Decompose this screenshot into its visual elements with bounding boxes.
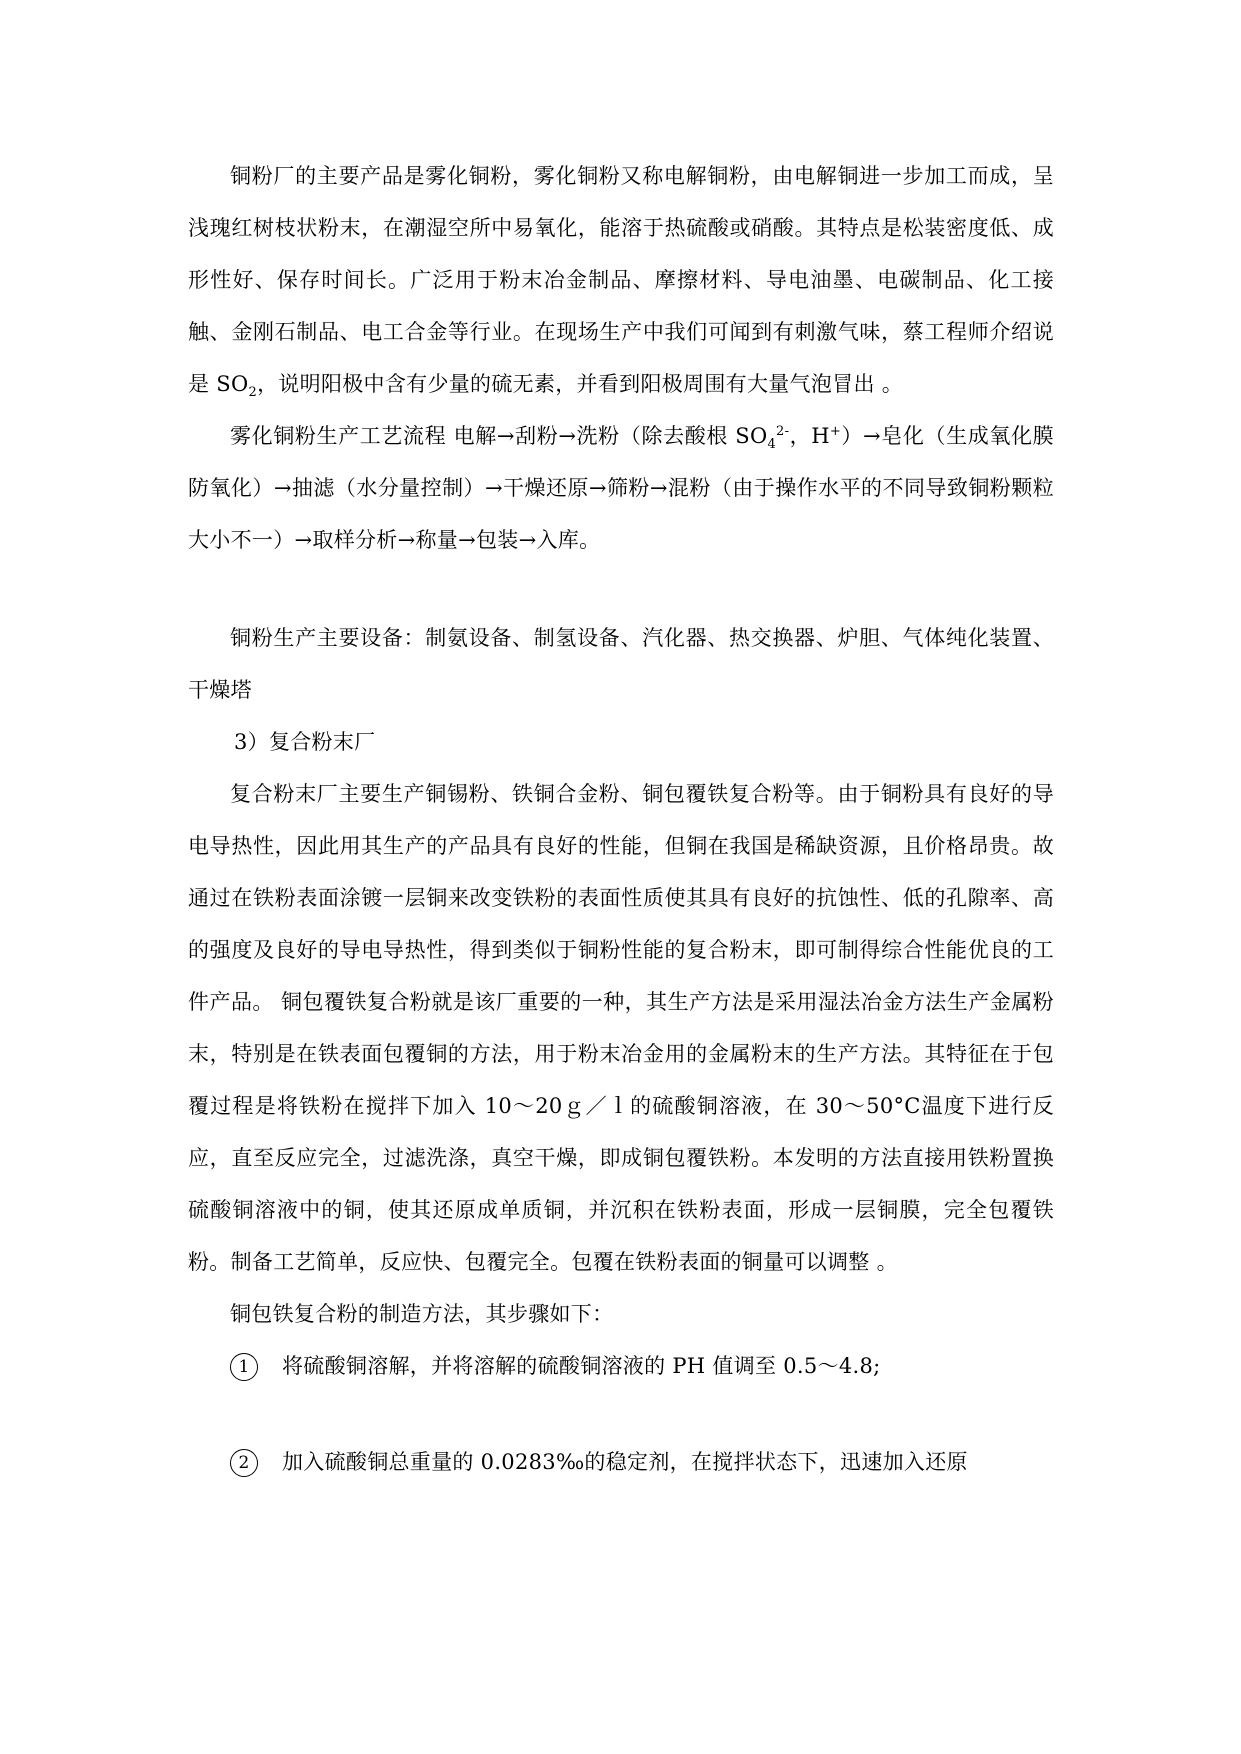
step-item-2 — [188, 1436, 1054, 1488]
document-body — [188, 150, 1054, 1488]
circled-number: 1 — [230, 1353, 258, 1381]
section-heading: 3）复合粉末厂 — [234, 730, 376, 754]
paragraph-composite-powder-plant: 复合粉末厂主要生产铜锡粉、铁铜合金粉、铜包覆铁复合粉等。由于铜粉具有良好的导电导热性，因此用其生产的产品具有良好的性能，但铜在我国是稀缺资源，且价格昂贵。故通过在铁粉表面涂镀一层铜来改变铁粉的表面性质使其具有良好的抗蚀性、低的孔隙率、高的强度及良好的导电导热性，得到类似于铜粉性能的复合粉末，即可制得综合性能优良的工件产品。 铜包覆铁复合粉就是该厂重要的一种，其生产方法是采用湿法冶金方法生产金属粉末，特别是在铁表面包覆铜的方法，用于粉末冶金用的金属粉末的生产方法。其特征在于包覆过程是将铁粉在搅拌下加入 10～20ｇ／ｌ的硫酸铜溶液，在 30～50°C温度下进行反应，直至反应完全，过滤洗涤，真空干燥，即成铜包覆铁粉。本发明的方法直接用铁粉置换硫酸铜溶液中的铜，使其还原成单质铜，并沉积在铁粉表面，形成一层铜膜，完全包覆铁粉。制备工艺简单，反应快、包覆完全。包覆在铁粉表面的铜量可以调整 。 — [188, 782, 1054, 1274]
paragraph-steps-intro: 铜包铁复合粉的制造方法，其步骤如下： — [230, 1302, 614, 1326]
step-item-1 — [188, 1340, 1054, 1392]
paragraph-process-flow: 雾化铜粉生产工艺流程 电解→刮粉→洗粉（除去酸根 $SO_4^{2-}$，H+）→皂化（生成氧化膜防氧化）→抽滤（水分量控制）→干燥还原→筛粉→混粉（由于操作水平的不同导致铜粉颗粒大小不一）→取样分析→称量→包装→入库。 — [188, 424, 1054, 552]
step-text: 加入硫酸铜总重量的 0.0283‰的稳定剂，在搅拌状态下，迅速加入还原 — [282, 1450, 968, 1474]
paragraph-main-equipment: 铜粉生产主要设备：制氨设备、制氢设备、汽化器、热交换器、炉胆、气体纯化装置、干燥塔 — [188, 626, 1054, 702]
paragraph-copper-powder-plant: 铜粉厂的主要产品是雾化铜粉，雾化铜粉又称电解铜粉，由电解铜进一步加工而成，呈浅瑰红树枝状粉末，在潮湿空所中易氧化，能溶于热硫酸或硝酸。其特点是松装密度低、成形性好、保存时间长。广泛用于粉末冶金制品、摩擦材料、导电油墨、电碳制品、化工接触、金刚石制品、电工合金等行业。在现场生产中我们可闻到有刺激气味，蔡工程师介绍说是 $SO_2$，说明阳极中含有少量的硫无素，并看到阳极周围有大量气泡冒出 。 — [188, 164, 1054, 401]
circled-number: 2 — [230, 1449, 258, 1477]
step-text: 将硫酸铜溶解，并将溶解的硫酸铜溶液的 PH 值调至 0.5～4.8; — [282, 1354, 881, 1378]
